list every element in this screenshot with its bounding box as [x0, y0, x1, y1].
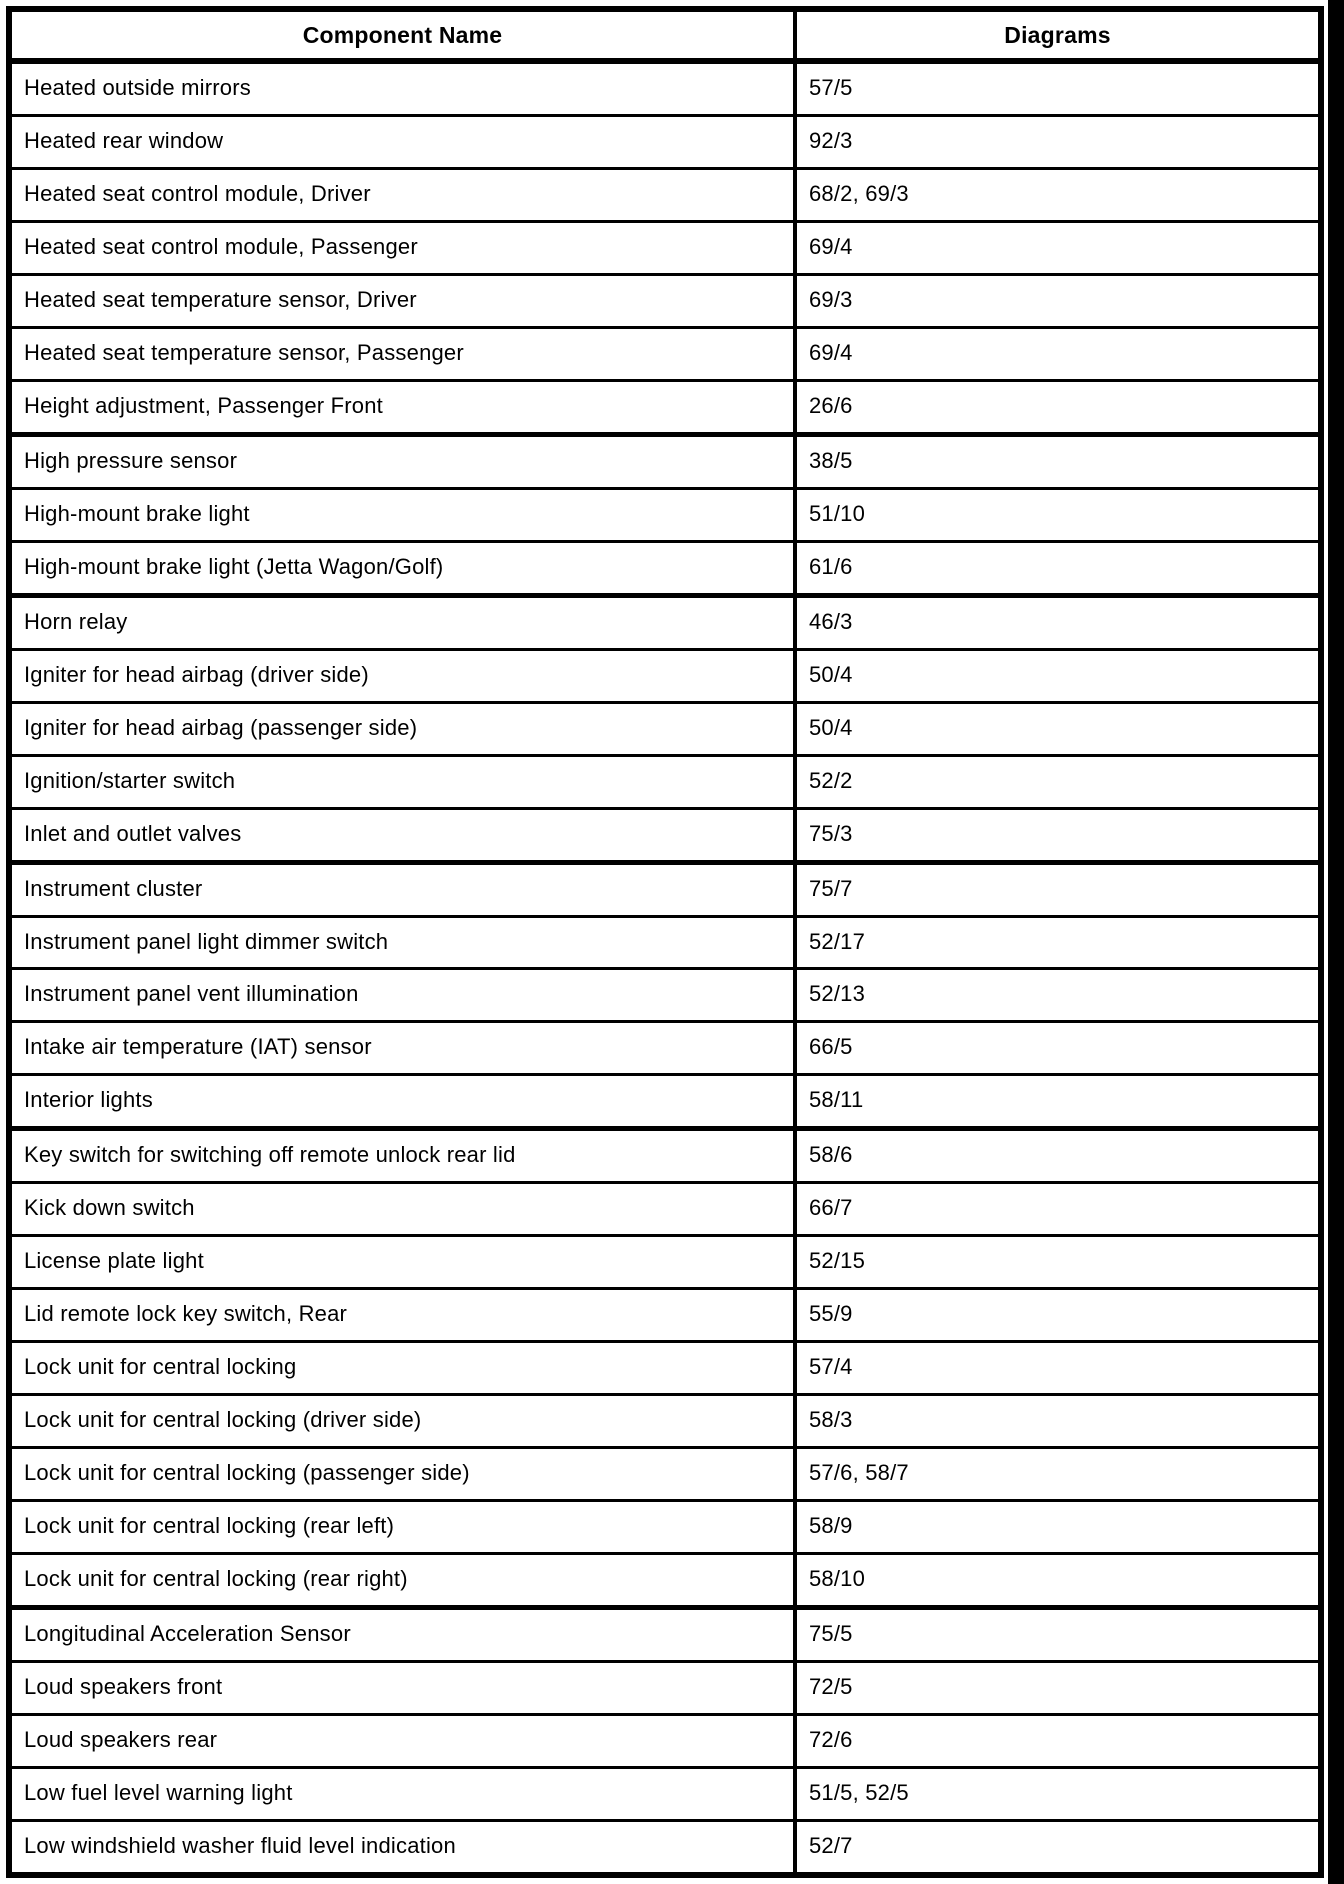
diagrams-cell: 38/5 — [793, 437, 1318, 487]
table-row — [12, 967, 1318, 1020]
component-name-cell: Heated rear window — [24, 127, 224, 153]
component-name-cell: License plate light — [24, 1248, 204, 1274]
table-header-row — [12, 12, 1318, 64]
table-row — [12, 1499, 1318, 1552]
component-name-cell: Lock unit for central locking — [24, 1354, 297, 1380]
diagrams-cell: 68/2, 69/3 — [793, 170, 1318, 220]
component-name-cell: Kick down switch — [24, 1195, 195, 1221]
diagrams-cell: 46/3 — [793, 598, 1318, 648]
component-name-cell: Heated seat control module, Driver — [24, 180, 371, 206]
table-row — [12, 593, 1318, 648]
table-row — [12, 64, 1318, 114]
diagrams-cell: 69/4 — [793, 223, 1318, 273]
table-row — [12, 1819, 1318, 1872]
table-row — [12, 1073, 1318, 1126]
table-row — [12, 1552, 1318, 1605]
table-row — [12, 487, 1318, 540]
table-row — [12, 167, 1318, 220]
component-name-cell: Instrument cluster — [24, 875, 203, 901]
diagrams-cell: 51/10 — [793, 490, 1318, 540]
component-name-cell: Ignition/starter switch — [24, 767, 236, 793]
diagrams-cell: 75/5 — [793, 1610, 1318, 1660]
component-name-cell: Igniter for head airbag (driver side) — [24, 661, 369, 687]
diagrams-cell: 50/4 — [793, 704, 1318, 754]
component-diagrams-table — [6, 6, 1324, 1878]
diagrams-cell: 57/6, 58/7 — [793, 1449, 1318, 1499]
table-row — [12, 1020, 1318, 1073]
table-row — [12, 1446, 1318, 1499]
component-name-cell: Key switch for switching off remote unlock rear lid — [24, 1142, 516, 1168]
diagrams-cell: 58/6 — [793, 1131, 1318, 1181]
component-name-cell: Lid remote lock key switch, Rear — [24, 1301, 348, 1327]
column-header-component-name: Component Name — [302, 21, 503, 48]
diagrams-cell: 72/5 — [793, 1663, 1318, 1713]
diagrams-cell: 92/3 — [793, 117, 1318, 167]
table-row — [12, 754, 1318, 807]
table-row — [12, 860, 1318, 915]
table-row — [12, 915, 1318, 968]
component-name-cell: Heated seat control module, Passenger — [24, 233, 418, 259]
component-name-cell: Inlet and outlet valves — [24, 820, 242, 846]
diagrams-cell: 52/2 — [793, 757, 1318, 807]
component-name-cell: Heated seat temperature sensor, Driver — [24, 286, 417, 312]
diagrams-cell: 50/4 — [793, 651, 1318, 701]
diagrams-cell: 66/5 — [793, 1023, 1318, 1073]
table-row — [12, 432, 1318, 487]
diagrams-cell: 58/11 — [793, 1076, 1318, 1126]
scan-edge-artifact — [1328, 0, 1344, 1884]
table-row — [12, 379, 1318, 432]
table-row — [12, 1126, 1318, 1181]
diagrams-cell: 55/9 — [793, 1290, 1318, 1340]
component-name-cell: High-mount brake light (Jetta Wagon/Golf) — [24, 553, 444, 579]
diagrams-cell: 52/15 — [793, 1237, 1318, 1287]
diagrams-cell: 52/17 — [793, 918, 1318, 968]
table-row — [12, 1766, 1318, 1819]
component-name-cell: Heated seat temperature sensor, Passenger — [24, 339, 464, 365]
column-header-diagrams: Diagrams — [793, 12, 1318, 58]
component-name-cell: High-mount brake light — [24, 500, 250, 526]
component-name-cell: Horn relay — [24, 608, 128, 634]
component-name-cell: Loud speakers front — [24, 1674, 223, 1700]
table-row — [12, 540, 1318, 593]
diagrams-cell: 75/3 — [793, 810, 1318, 860]
table-row — [12, 807, 1318, 860]
table-row — [12, 648, 1318, 701]
component-name-cell: Low fuel level warning light — [24, 1780, 293, 1805]
table-row — [12, 1340, 1318, 1393]
table-row — [12, 220, 1318, 273]
diagrams-cell: 69/4 — [793, 329, 1318, 379]
component-name-cell: Lock unit for central locking (passenger side) — [24, 1460, 470, 1486]
component-name-cell: Loud speakers rear — [24, 1727, 218, 1753]
component-name-cell: Interior lights — [24, 1087, 153, 1113]
table-row — [12, 1660, 1318, 1713]
table-row — [12, 1393, 1318, 1446]
table-row — [12, 1605, 1318, 1660]
component-name-cell: Intake air temperature (IAT) sensor — [24, 1034, 372, 1060]
diagrams-cell: 26/6 — [793, 382, 1318, 432]
table-row — [12, 273, 1318, 326]
table-row — [12, 1181, 1318, 1234]
diagrams-cell: 51/5, 52/5 — [793, 1769, 1318, 1819]
component-name-cell: Instrument panel light dimmer switch — [24, 928, 389, 954]
diagrams-cell: 58/10 — [793, 1555, 1318, 1605]
table-row — [12, 1234, 1318, 1287]
component-name-cell: Longitudinal Acceleration Sensor — [24, 1621, 351, 1647]
table-body — [12, 64, 1318, 1872]
diagrams-cell: 58/3 — [793, 1396, 1318, 1446]
diagrams-cell: 72/6 — [793, 1716, 1318, 1766]
diagrams-cell: 75/7 — [793, 865, 1318, 915]
component-name-cell: Low windshield washer fluid level indication — [24, 1832, 456, 1858]
table-row — [12, 1713, 1318, 1766]
diagrams-cell: 61/6 — [793, 543, 1318, 593]
component-name-cell: Height adjustment, Passenger Front — [24, 392, 383, 418]
table-row — [12, 701, 1318, 754]
table-row — [12, 114, 1318, 167]
component-name-cell: Lock unit for central locking (rear right) — [24, 1566, 408, 1592]
diagrams-cell: 69/3 — [793, 276, 1318, 326]
diagrams-cell: 52/13 — [793, 970, 1318, 1020]
component-name-cell: Igniter for head airbag (passenger side) — [24, 714, 418, 740]
diagrams-cell: 52/7 — [793, 1822, 1318, 1872]
diagrams-cell: 58/9 — [793, 1502, 1318, 1552]
component-name-cell: High pressure sensor — [24, 447, 238, 473]
component-name-cell: Heated outside mirrors — [24, 75, 251, 100]
diagrams-cell: 57/4 — [793, 1343, 1318, 1393]
component-name-cell: Lock unit for central locking (rear left) — [24, 1513, 395, 1539]
table-row — [12, 326, 1318, 379]
component-name-cell: Instrument panel vent illumination — [24, 981, 359, 1007]
component-name-cell: Lock unit for central locking (driver side) — [24, 1407, 422, 1433]
table-row — [12, 1287, 1318, 1340]
diagrams-cell: 66/7 — [793, 1184, 1318, 1234]
diagrams-cell: 57/5 — [793, 64, 1318, 114]
